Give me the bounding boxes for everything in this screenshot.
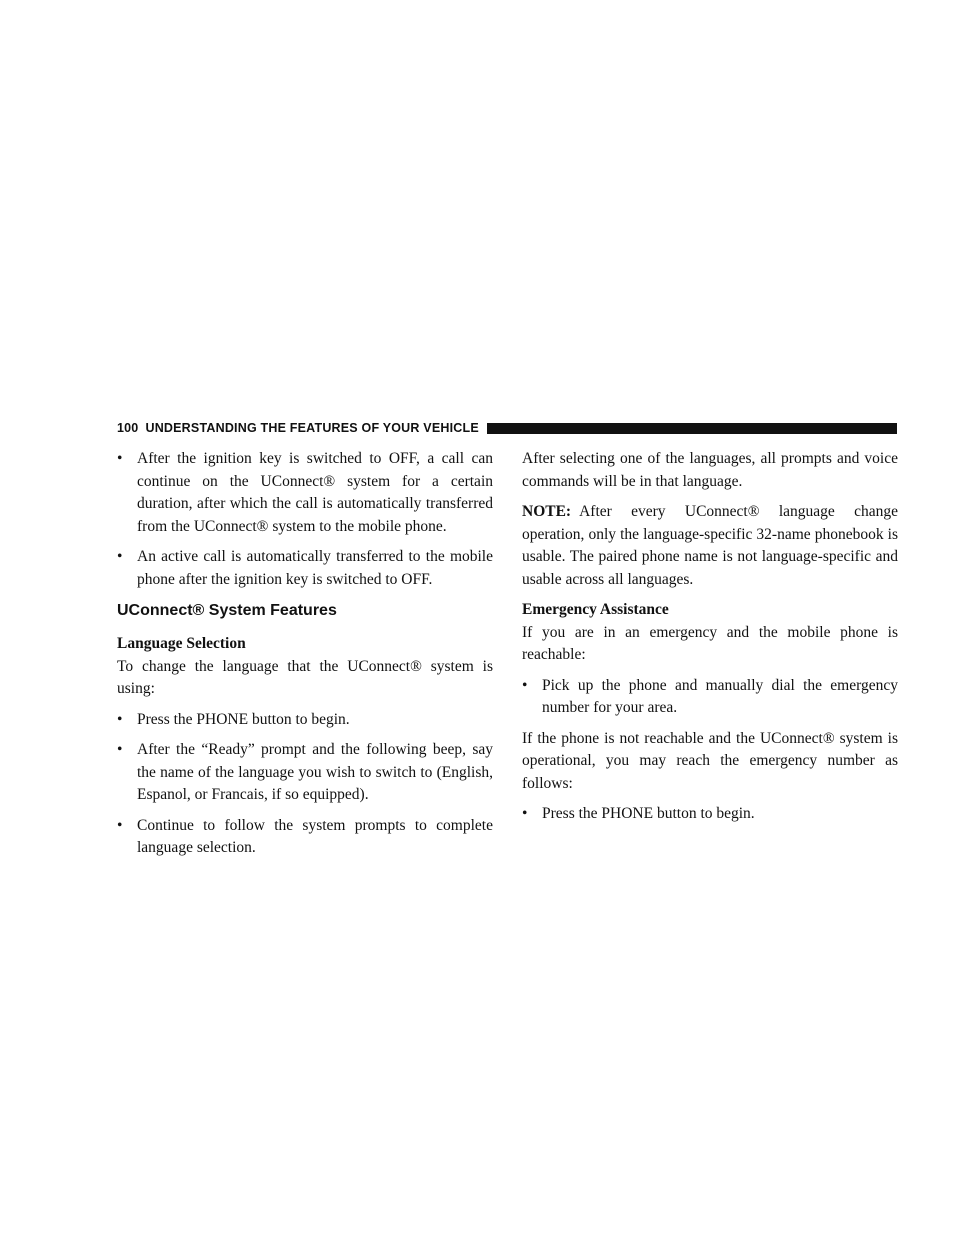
list-item — [117, 448, 493, 538]
list-item-text: Pick up the phone and manually dial the emergency number for your area. — [542, 676, 898, 716]
list-item — [117, 815, 493, 860]
list-item-text: Press the PHONE button to begin. — [137, 710, 350, 728]
list-item — [117, 739, 493, 807]
list-item — [117, 546, 493, 591]
chapter-title: UNDERSTANDING THE FEATURES OF YOUR VEHICLE — [145, 421, 479, 435]
list-item — [522, 675, 898, 720]
bullet-icon: • — [117, 816, 123, 834]
list-item-text: After the ignition key is switched to OFF, a call can continue on the UConnect® system for a certain duration, after which the call is automatically transferred from the UConnect® system to the mobile phone. — [137, 450, 493, 535]
bullet-icon: • — [522, 805, 528, 822]
bullet-icon: • — [117, 710, 123, 728]
intro-paragraph: To change the language that the UConnect® system is using: — [117, 657, 493, 697]
page-header — [117, 420, 897, 436]
bullet-icon: • — [117, 450, 123, 467]
list-item — [522, 803, 898, 826]
right-column — [522, 448, 898, 834]
list-item-text: After the “Ready” prompt and the following beep, say the name of the language you wish to switch to (English, Espanol, or Francais, if so equipped). — [137, 741, 493, 803]
subheading-language-selection: Language Selection — [117, 635, 246, 652]
section-heading: UConnect® System Features — [117, 602, 337, 619]
list-item — [117, 709, 493, 732]
emergency-intro-paragraph: If you are in an emergency and the mobile phone is reachable: — [522, 623, 898, 663]
subheading-emergency-assistance: Emergency Assistance — [522, 601, 669, 618]
list-item-text: An active call is automatically transferred to the mobile phone after the ignition key is switched to OFF. — [137, 548, 493, 588]
bullet-icon: • — [522, 676, 528, 694]
list-item-text: Continue to follow the system prompts to complete language selection. — [137, 816, 493, 856]
bullet-icon: • — [117, 741, 123, 758]
note-text: After every UConnect® language change operation, only the language-specific 32-name phonebook is usable. The paired phone name is not language-specific and usable across all languages. — [522, 503, 898, 588]
left-column — [117, 448, 493, 868]
note-label: NOTE: — [522, 503, 572, 520]
language-result-paragraph: After selecting one of the languages, all prompts and voice commands will be in that language. — [522, 450, 898, 490]
bullet-icon: • — [117, 548, 123, 565]
list-item-text: Press the PHONE button to begin. — [542, 805, 755, 822]
emergency-unreachable-paragraph: If the phone is not reachable and the UConnect® system is operational, you may reach the emergency number as follows: — [522, 729, 898, 792]
header-rule — [487, 423, 897, 434]
page-number: 100 — [117, 421, 139, 435]
note-paragraph — [522, 501, 898, 591]
